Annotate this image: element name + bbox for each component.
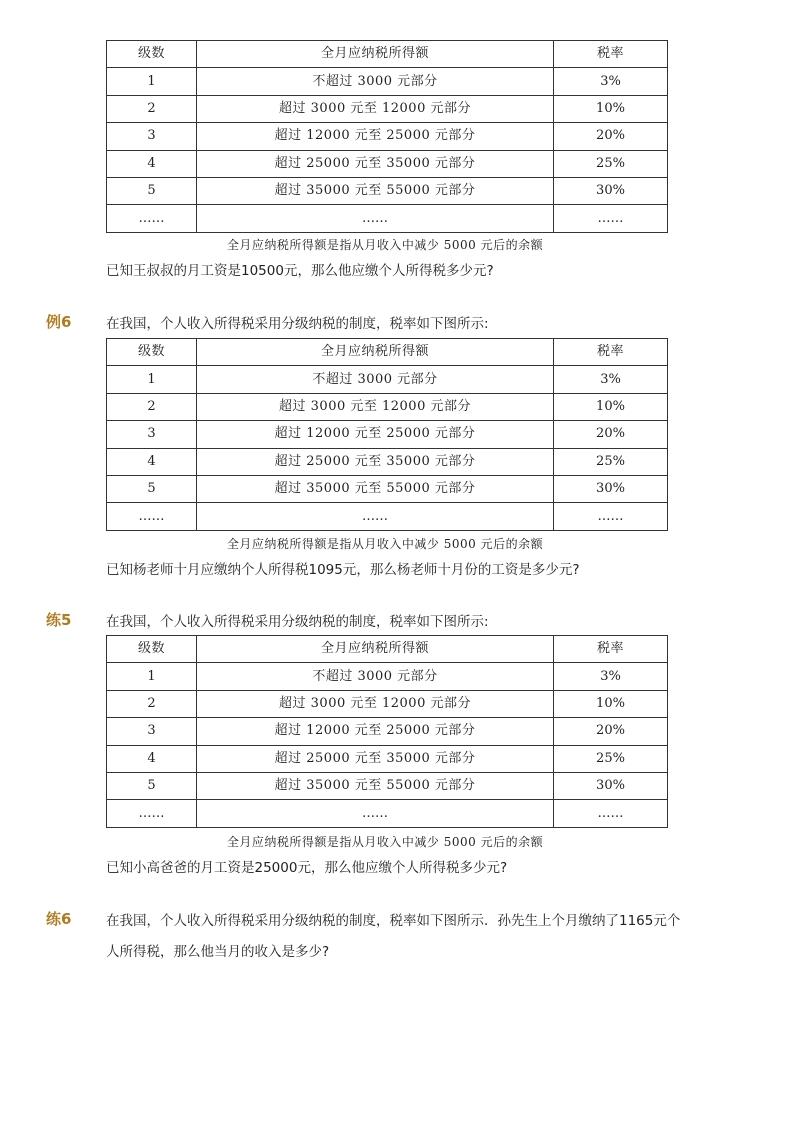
cell-income: 不超过 3000 元部分 [197,366,554,393]
question-text: 已知杨老师十月应缴纳个人所得税1095元，那么杨老师十月份的工资是多少元? [106,562,580,578]
table-row [107,95,668,122]
table-row [107,718,668,745]
cell-income: 超过 3000 元至 12000 元部分 [197,690,554,717]
header-rate: 税率 [554,636,668,663]
header-level: 级数 [107,339,197,366]
cell-income: 不超过 3000 元部分 [197,663,554,690]
tax-rate-table [106,635,668,828]
table-row [107,393,668,420]
cell-income: 不超过 3000 元部分 [197,68,554,95]
intro-text: 在我国，个人收入所得税采用分级纳税的制度，税率如下图所示: [106,316,489,332]
cell-level: 3 [107,123,197,150]
header-rate: 税率 [554,41,668,68]
cell-level: 5 [107,177,197,204]
cell-level: 4 [107,745,197,772]
table-row [107,663,668,690]
intro-text: 在我国，个人收入所得税采用分级纳税的制度，税率如下图所示．孙先生上个月缴纳了1165元个 [106,913,681,929]
cell-rate: 3% [554,366,668,393]
cell-income: 超过 25000 元至 35000 元部分 [197,745,554,772]
table-note: 全月应纳税所得额是指从月收入中减少 5000 元后的余额 [226,835,544,849]
cell-rate: …… [554,503,668,530]
table-row [107,475,668,502]
cell-level: 2 [107,393,197,420]
question-text: 人所得税，那么他当月的收入是多少? [106,944,330,960]
cell-rate: 20% [554,123,668,150]
table-row [107,690,668,717]
cell-rate: 3% [554,663,668,690]
cell-level: …… [107,503,197,530]
table-row [107,68,668,95]
cell-level: 1 [107,663,197,690]
cell-rate: 10% [554,690,668,717]
header-income: 全月应纳税所得额 [197,636,554,663]
cell-level: 4 [107,448,197,475]
cell-level: 2 [107,95,197,122]
cell-rate: 3% [554,68,668,95]
cell-rate: …… [554,205,668,232]
table-note: 全月应纳税所得额是指从月收入中减少 5000 元后的余额 [226,537,544,551]
cell-level: …… [107,800,197,827]
cell-level: 5 [107,475,197,502]
table-row [107,772,668,799]
cell-rate: 10% [554,95,668,122]
cell-rate: …… [554,800,668,827]
tax-rate-table [106,338,668,531]
cell-income: …… [197,503,554,530]
table-note: 全月应纳税所得额是指从月收入中减少 5000 元后的余额 [226,238,544,252]
table-header-row [107,339,668,366]
cell-level: 5 [107,772,197,799]
cell-income: 超过 3000 元至 12000 元部分 [197,95,554,122]
cell-rate: 25% [554,448,668,475]
table-header-row [107,41,668,68]
cell-income: 超过 12000 元至 25000 元部分 [197,123,554,150]
cell-rate: 30% [554,772,668,799]
cell-income: 超过 25000 元至 35000 元部分 [197,150,554,177]
cell-level: 2 [107,690,197,717]
table-header-row [107,636,668,663]
header-income: 全月应纳税所得额 [197,41,554,68]
cell-level: 4 [107,150,197,177]
cell-level: …… [107,205,197,232]
cell-income: 超过 35000 元至 55000 元部分 [197,475,554,502]
cell-income: …… [197,800,554,827]
table-row [107,150,668,177]
header-rate: 税率 [554,339,668,366]
table-row [107,503,668,530]
cell-rate: 25% [554,150,668,177]
cell-rate: 25% [554,745,668,772]
tax-rate-table [106,40,668,233]
cell-rate: 20% [554,718,668,745]
question-text: 已知王叔叔的月工资是10500元，那么他应缴个人所得税多少元? [106,263,494,279]
cell-income: 超过 25000 元至 35000 元部分 [197,448,554,475]
cell-level: 1 [107,68,197,95]
table-row [107,205,668,232]
cell-level: 3 [107,421,197,448]
cell-level: 1 [107,366,197,393]
cell-income: 超过 12000 元至 25000 元部分 [197,421,554,448]
intro-text: 在我国，个人收入所得税采用分级纳税的制度，税率如下图所示: [106,614,489,630]
table-row [107,421,668,448]
exercise-label: 练5 [46,611,72,629]
cell-rate: 10% [554,393,668,420]
cell-income: 超过 3000 元至 12000 元部分 [197,393,554,420]
cell-income: 超过 35000 元至 55000 元部分 [197,177,554,204]
cell-rate: 30% [554,475,668,502]
header-level: 级数 [107,41,197,68]
cell-rate: 30% [554,177,668,204]
header-level: 级数 [107,636,197,663]
cell-income: …… [197,205,554,232]
table-row [107,123,668,150]
table-row [107,800,668,827]
example-label: 例6 [46,313,72,331]
header-income: 全月应纳税所得额 [197,339,554,366]
cell-rate: 20% [554,421,668,448]
cell-income: 超过 12000 元至 25000 元部分 [197,718,554,745]
cell-level: 3 [107,718,197,745]
cell-income: 超过 35000 元至 55000 元部分 [197,772,554,799]
table-row [107,177,668,204]
question-text: 已知小高爸爸的月工资是25000元，那么他应缴个人所得税多少元? [106,860,508,876]
exercise-label: 练6 [46,910,72,928]
table-row [107,448,668,475]
table-row [107,745,668,772]
table-row [107,366,668,393]
